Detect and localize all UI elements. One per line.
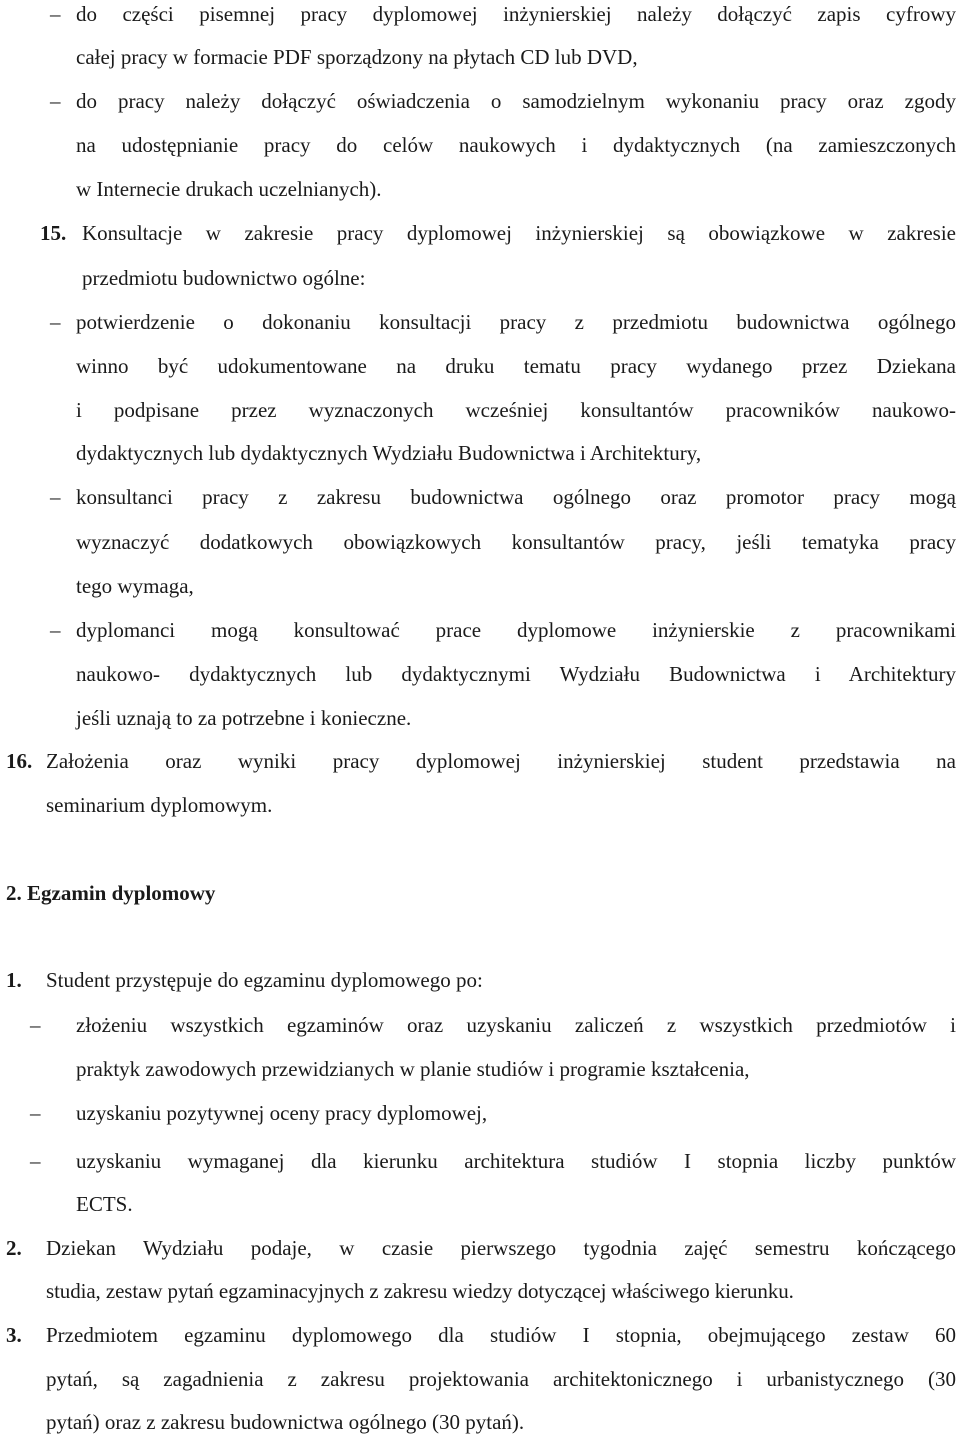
text-line: dyplomanci mogą konsultować prace dyplomowe inżynierskie z pracownikami xyxy=(76,618,956,642)
text-line: całej pracy w formacie PDF sporządzony na płytach CD lub DVD, xyxy=(76,45,638,69)
text-line: Założenia oraz wyniki pracy dyplomowej inżynierskiej student przedstawia na xyxy=(46,749,956,773)
text-line: tego wymaga, xyxy=(76,574,194,598)
bullet-dash: – xyxy=(50,310,61,334)
bullet-dash: – xyxy=(50,2,61,26)
text-line: konsultanci pracy z zakresu budownictwa ogólnego oraz promotor pracy mogą xyxy=(76,485,956,509)
text-line: i podpisane przez wyznaczonych wcześniej konsultantów pracowników naukowo- xyxy=(76,398,956,422)
text-line: do części pisemnej pracy dyplomowej inżynierskiej należy dołączyć zapis cyfrowy xyxy=(76,2,956,26)
text-line: dydaktycznych lub dydaktycznych Wydziału Budownictwa i Architektury, xyxy=(76,441,702,465)
text-line: złożeniu wszystkich egzaminów oraz uzyskaniu zaliczeń z wszystkich przedmiotów i xyxy=(76,1013,956,1037)
paragraph-number: 15. xyxy=(40,221,67,245)
text-line: uzyskaniu wymaganej dla kierunku architektura studiów I stopnia liczby punktów xyxy=(76,1149,956,1173)
text-line: uzyskaniu pozytywnej oceny pracy dyplomowej, xyxy=(76,1101,488,1125)
text-line: na udostępnianie pracy do celów naukowych i dydaktycznych (na zamieszczonych xyxy=(76,133,956,157)
text-line: praktyk zawodowych przewidzianych w planie studiów i programie kształcenia, xyxy=(76,1057,750,1081)
text-line: naukowo- dydaktycznych lub dydaktycznymi Wydziału Budownictwa i Architektury xyxy=(76,662,956,686)
paragraph-number: 2. xyxy=(6,1236,22,1260)
paragraph-number: 16. xyxy=(6,749,33,773)
text-line: Dziekan Wydziału podaje, w czasie pierwszego tygodnia zajęć semestru kończącego xyxy=(46,1236,956,1260)
paragraph-number: 3. xyxy=(6,1323,22,1347)
text-line: pytań) oraz z zakresu budownictwa ogólnego (30 pytań). xyxy=(46,1410,525,1434)
text-line: w Internecie drukach uczelnianych). xyxy=(76,177,382,201)
bullet-dash: – xyxy=(50,89,61,113)
bullet-dash: – xyxy=(30,1149,41,1173)
text-line: pytań, są zagadnienia z zakresu projektowania architektonicznego i urbanistycznego (30 xyxy=(46,1367,956,1391)
text-line: studia, zestaw pytań egzaminacyjnych z zakresu wiedzy dotyczącej właściwego kierunku. xyxy=(46,1279,794,1303)
text-line: ECTS. xyxy=(76,1192,133,1216)
text-line: do pracy należy dołączyć oświadczenia o samodzielnym wykonaniu pracy oraz zgody xyxy=(76,89,956,113)
bullet-dash: – xyxy=(30,1013,41,1037)
text-line: Student przystępuje do egzaminu dyplomowego po: xyxy=(46,968,483,992)
bullet-dash: – xyxy=(50,618,61,642)
text-line: potwierdzenie o dokonaniu konsultacji pracy z przedmiotu budownictwa ogólnego xyxy=(76,310,956,334)
text-line: wyznaczyć dodatkowych obowiązkowych konsultantów pracy, jeśli tematyka pracy xyxy=(76,530,956,554)
text-line: Konsultacje w zakresie pracy dyplomowej inżynierskiej są obowiązkowe w zakresie xyxy=(82,221,956,245)
section-heading: 2. Egzamin dyplomowy xyxy=(6,881,216,905)
paragraph-number: 1. xyxy=(6,968,22,992)
text-line: przedmiotu budownictwo ogólne: xyxy=(82,266,366,290)
text-line: Przedmiotem egzaminu dyplomowego dla studiów I stopnia, obejmującego zestaw 60 xyxy=(46,1323,956,1347)
bullet-dash: – xyxy=(30,1101,41,1125)
text-line: seminarium dyplomowym. xyxy=(46,793,273,817)
text-line: jeśli uznają to za potrzebne i konieczne. xyxy=(76,706,412,730)
text-line: winno być udokumentowane na druku tematu pracy wydanego przez Dziekana xyxy=(76,354,956,378)
bullet-dash: – xyxy=(50,485,61,509)
